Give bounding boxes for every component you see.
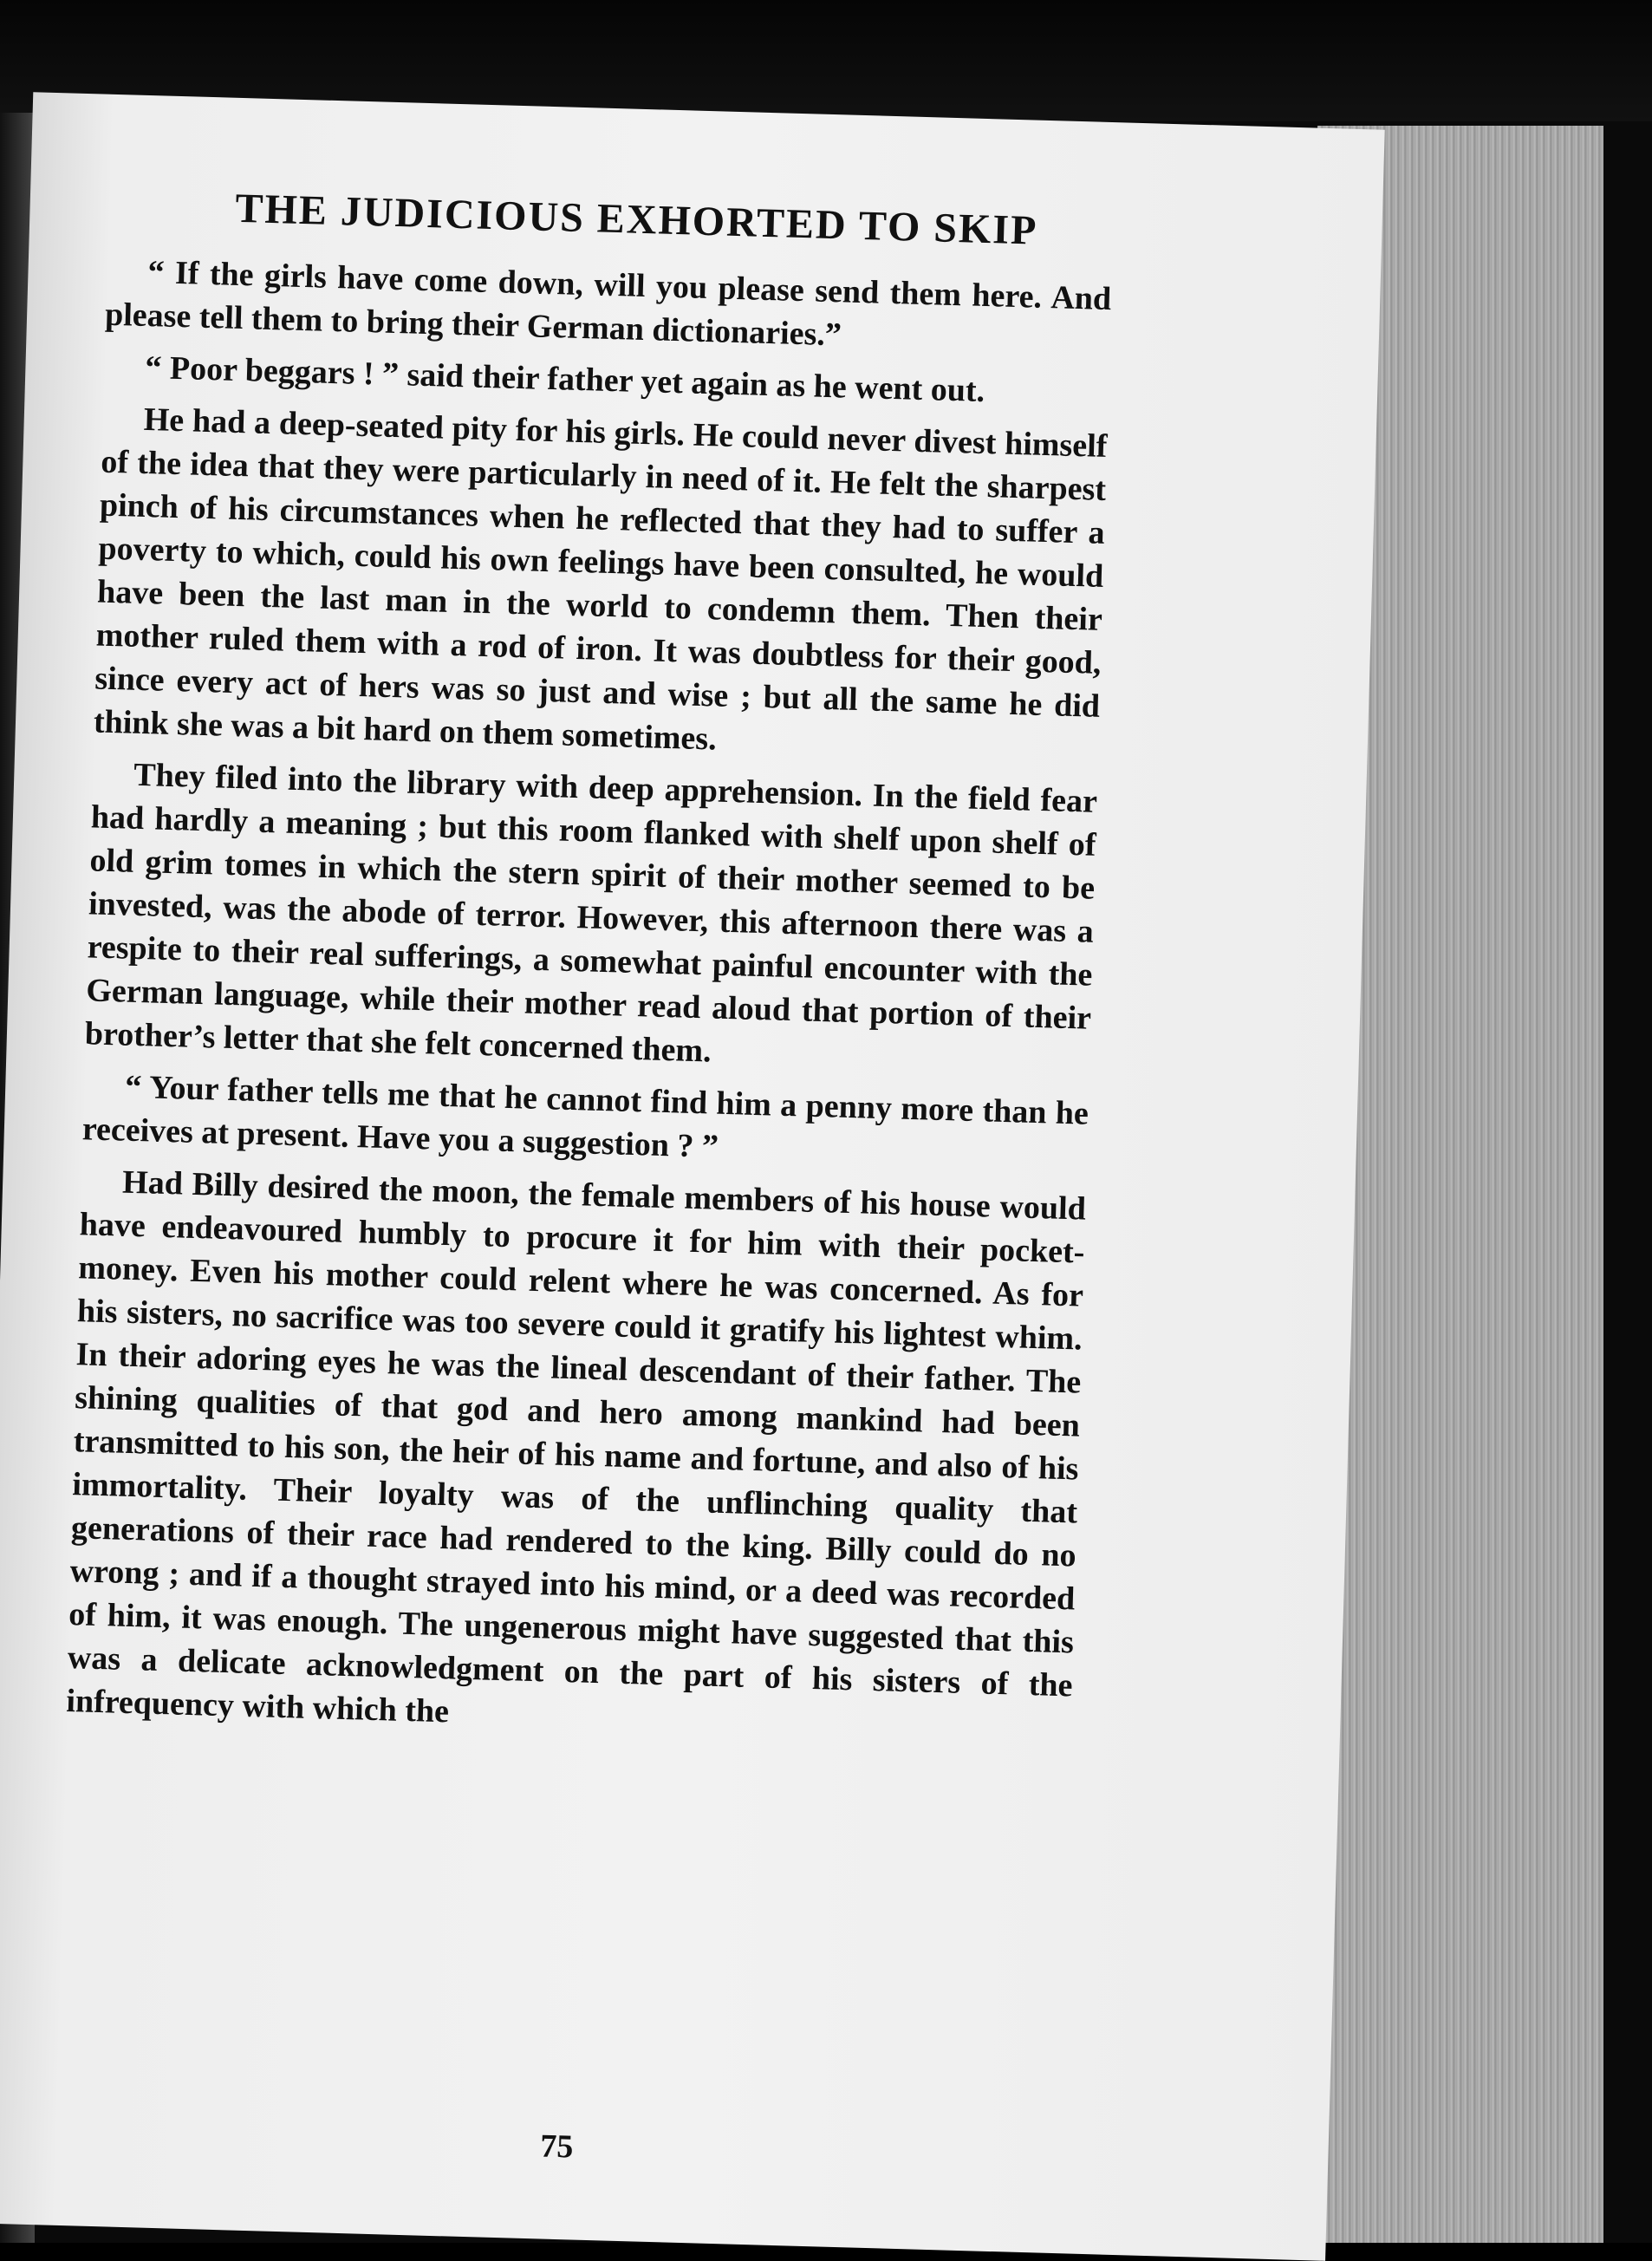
running-head: THE JUDICIOUS EXHORTED TO SKIP (234, 185, 1039, 254)
paragraph: “ Poor beggars ! ” said their father yet again as he went out. (144, 349, 985, 409)
page-number: 75 (539, 2127, 574, 2166)
paragraph: “ If the girls have come down, will you please send them here. And please tell them to bring their German dictionaries.” (104, 254, 1112, 354)
text-block (65, 181, 1114, 2166)
paragraph: They filed into the library with deep apprehension. In the field fear had hardly a meaning ; but this room flanked with shelf upon shelf of old grim tomes in which the stern spirit of their mother seemed to be invested, was the abode of terror. However, this afternoon there was a respite to their real sufferings, a somewhat painful encounter with the German language, while their mother read aloud that portion of their brother’s letter that she felt concerned them. (84, 756, 1098, 1070)
paragraph: Had Billy desired the moon, the female members of his house would have endeavoured humbly to procure it for him with their pocket-money. Even his mother could relent where he was concerned. As for his sisters, no sacrifice was too severe could it gratify his lightest whim. In their adoring eyes he was the lineal descendant of their father. The shining qualities of that god and hero among mankind had been transmitted to his son, the heir of his name and fortune, and also of his immortality. Their loyalty was of the unflinching quality that generations of their race had rendered to the king. Billy could do no wrong ; and if a thought strayed into his mind, or a deed was recorded of him, it was enough. The ungenerous might have suggested that this was a delicate acknowledgment on the part of his sisters of the infrequency with which the (65, 1163, 1087, 1730)
book-page (0, 92, 1385, 2261)
paragraph: He had a deep-seated pity for his girls. He could never divest himself of the idea that they were particularly in need of it. He felt the sharpest pinch of his circumstances when he reflected that they had to suffer a poverty to which, could his own feelings have been consulted, he would have been the last man in the world to condemn them. Then their mother ruled them with a rod of iron. It was doubtless for their good, since every act of hers was so just and wise ; but all the same he did think she was a bit hard on them sometimes. (93, 401, 1108, 758)
paragraph: “ Your father tells me that he cannot find him a penny more than he receives at present. Have you a suggestion ? ” (81, 1068, 1089, 1165)
